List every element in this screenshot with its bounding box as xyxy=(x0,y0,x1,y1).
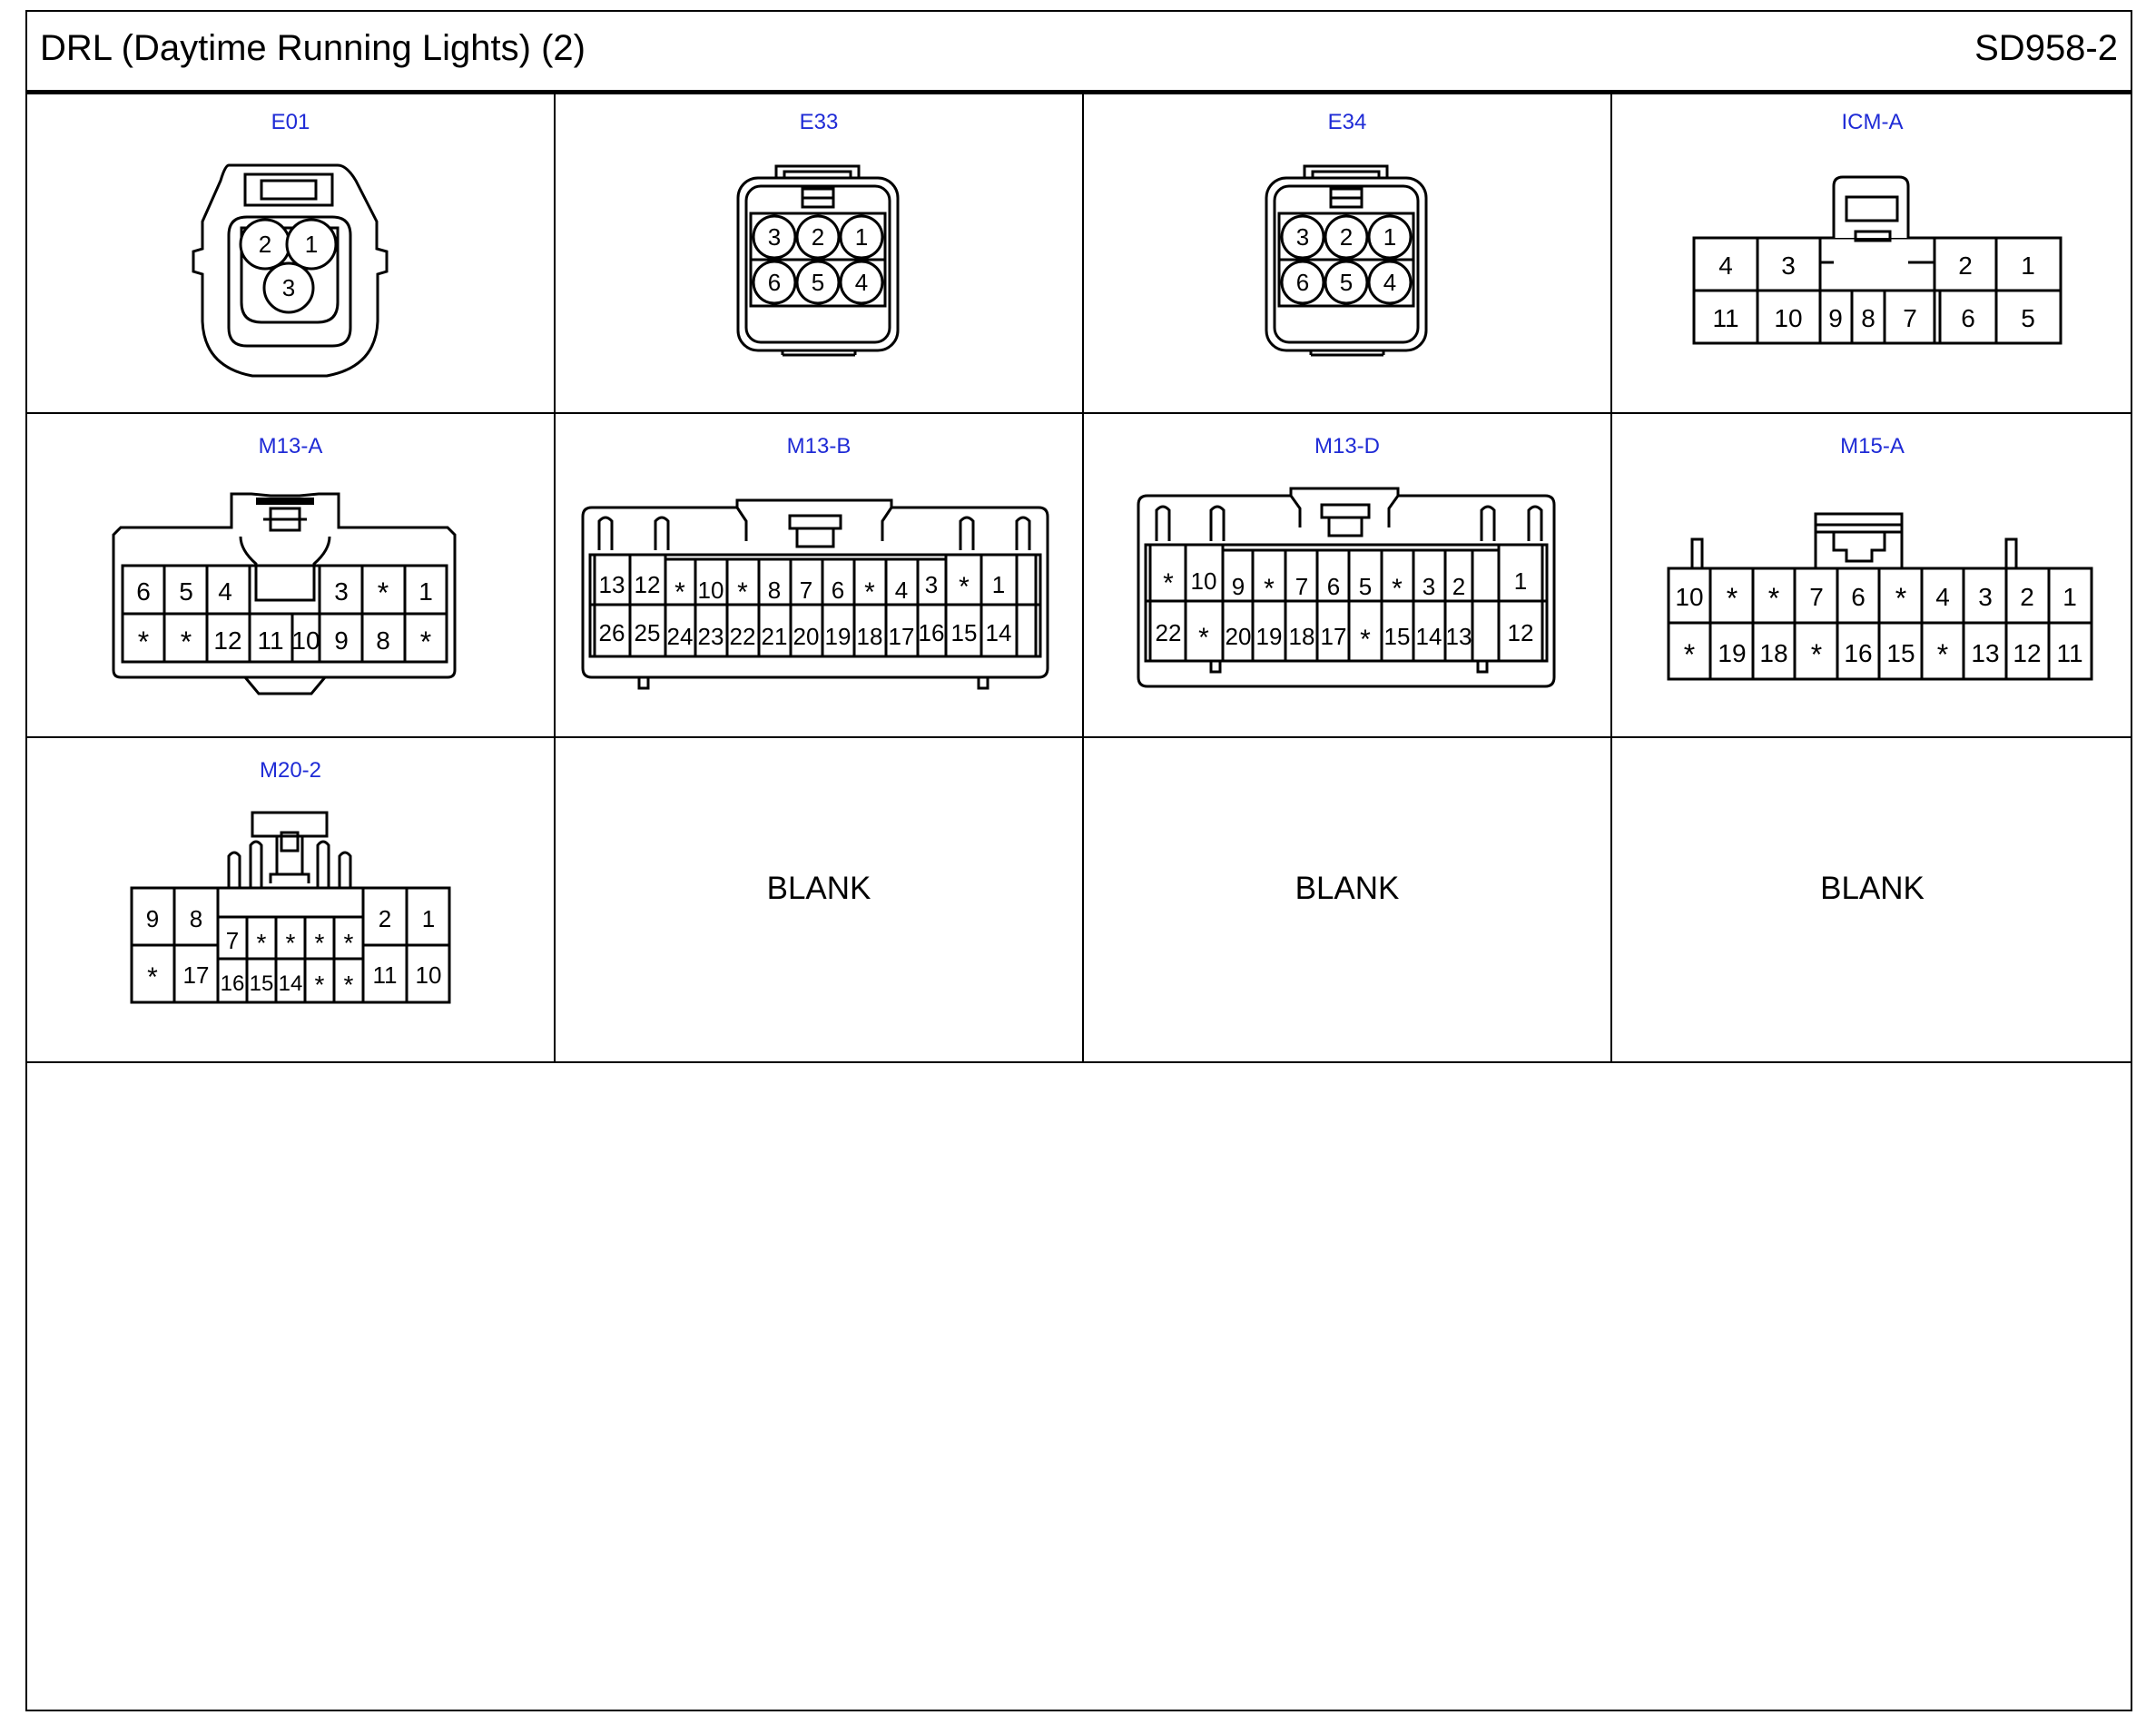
blank-cell xyxy=(1612,738,2132,1063)
pin-label: 7 xyxy=(799,577,813,604)
pin-label: 22 xyxy=(729,623,756,650)
sheet-title: DRL (Daytime Running Lights) (2) xyxy=(40,28,586,68)
pin-label: 21 xyxy=(761,623,788,650)
pin-label: * xyxy=(137,626,150,658)
pin-label: 14 xyxy=(985,619,1012,646)
connector-cell-icm-a xyxy=(1612,90,2132,414)
connector-drawing-m13-d xyxy=(1084,414,1610,736)
pin-label: 16 xyxy=(220,971,245,996)
connector-drawing-m13-a xyxy=(27,414,554,736)
blank-label: BLANK xyxy=(1295,871,1400,906)
pin-label: * xyxy=(1683,638,1696,671)
pin-label: 2 xyxy=(378,905,392,932)
pin-label: 2 xyxy=(258,231,272,258)
pin-label: * xyxy=(180,626,192,658)
pin-label: 18 xyxy=(1759,639,1788,667)
pin-label: * xyxy=(343,929,354,957)
pin-label: 7 xyxy=(1295,573,1309,600)
pin-label: * xyxy=(864,577,875,607)
pin-label: 3 xyxy=(1295,223,1310,251)
connector-label: M13-B xyxy=(786,434,852,458)
pin-label: 19 xyxy=(1718,639,1747,667)
connector-cell-m13-b xyxy=(556,414,1084,738)
connector-cell-m20-2 xyxy=(27,738,556,1063)
pin-label: 19 xyxy=(1255,623,1283,650)
pin-label: 1 xyxy=(304,231,319,258)
pin-label: 2 xyxy=(1452,573,1466,600)
pin-label: 11 xyxy=(2056,639,2083,667)
connector-label: M15-A xyxy=(1840,434,1905,458)
pin-label: 22 xyxy=(1155,619,1182,646)
pin-label: 26 xyxy=(598,619,625,646)
pin-label: 15 xyxy=(1383,623,1411,650)
pin-label: 5 xyxy=(1339,269,1354,296)
connector-cell-e01 xyxy=(27,90,556,414)
pin-label: 1 xyxy=(991,571,1006,598)
pin-label: * xyxy=(959,572,970,602)
pin-label: * xyxy=(256,929,267,957)
pin-label: 13 xyxy=(1971,639,2000,667)
pin-label: 17 xyxy=(182,961,210,989)
pin-label: 18 xyxy=(1288,623,1315,650)
pin-label: 4 xyxy=(218,577,232,606)
pin-label: 14 xyxy=(1415,623,1442,650)
pin-label: * xyxy=(1726,582,1738,615)
pin-label: 5 xyxy=(179,577,193,606)
pin-label: * xyxy=(314,929,325,957)
pin-label: 3 xyxy=(1422,573,1436,600)
pin-label: 6 xyxy=(1961,304,1975,332)
pin-label: * xyxy=(419,626,432,658)
connector-label: M13-A xyxy=(258,434,323,458)
pin-label: 8 xyxy=(376,626,390,655)
pin-label: 8 xyxy=(767,577,782,604)
pin-label: 11 xyxy=(1712,304,1739,332)
pin-label: 3 xyxy=(1781,251,1796,280)
pin-label: 16 xyxy=(918,619,945,646)
pin-label: 12 xyxy=(1507,619,1534,646)
pin-label: 1 xyxy=(1513,567,1528,595)
sheet-code: SD958-2 xyxy=(1974,28,2118,68)
pin-label: 5 xyxy=(811,269,825,296)
pin-label: 8 xyxy=(1861,304,1875,332)
connector-cell-m15-a xyxy=(1612,414,2132,738)
pin-label: * xyxy=(1936,638,1949,671)
pin-label: * xyxy=(1198,623,1209,653)
connector-drawing-e01 xyxy=(27,90,554,412)
pin-label: 7 xyxy=(1809,583,1824,611)
pin-label: 3 xyxy=(924,571,939,598)
pin-label: 2 xyxy=(811,223,825,251)
pin-label: 19 xyxy=(824,623,852,650)
pin-label: 6 xyxy=(1326,573,1341,600)
connector-drawing-m15-a xyxy=(1612,414,2132,736)
pin-label: 4 xyxy=(894,577,909,604)
connector-label: E01 xyxy=(271,110,310,134)
pin-label: 10 xyxy=(415,961,442,989)
connector-sheet xyxy=(25,10,2132,1711)
pin-label: 25 xyxy=(634,619,661,646)
connector-drawing-m20-2 xyxy=(27,738,554,1061)
blank-cell xyxy=(1084,738,1612,1063)
pin-label: 5 xyxy=(2021,304,2035,332)
pin-label: 12 xyxy=(634,571,661,598)
connector-label: ICM-A xyxy=(1841,110,1904,134)
pin-label: 15 xyxy=(1886,639,1915,667)
pin-label: 18 xyxy=(856,623,883,650)
pin-label: 10 xyxy=(1774,304,1803,332)
pin-label: 10 xyxy=(697,577,724,604)
pin-label: 4 xyxy=(1383,269,1397,296)
pin-label: 2 xyxy=(2020,583,2034,611)
pin-label: 10 xyxy=(291,626,320,655)
connector-drawing-icm-a xyxy=(1612,90,2132,412)
pin-label: 6 xyxy=(767,269,782,296)
pin-label: 7 xyxy=(225,927,240,954)
pin-label: 9 xyxy=(1828,304,1843,332)
connector-cell-m13-d xyxy=(1084,414,1612,738)
connector-cell-e34 xyxy=(1084,90,1612,414)
pin-label: 17 xyxy=(888,623,915,650)
pin-label: 3 xyxy=(334,577,349,606)
pin-label: * xyxy=(1392,574,1403,604)
pin-label: * xyxy=(147,962,158,992)
connector-drawing-e33 xyxy=(556,90,1082,412)
pin-label: 1 xyxy=(418,577,433,606)
pin-label: 5 xyxy=(1358,573,1373,600)
pin-label: 23 xyxy=(697,623,724,650)
pin-label: 13 xyxy=(598,571,625,598)
sheet-header xyxy=(27,12,2131,94)
pin-label: * xyxy=(1163,568,1174,598)
pin-label: * xyxy=(1264,574,1275,604)
pin-label: 3 xyxy=(767,223,782,251)
pin-label: 7 xyxy=(1903,304,1917,332)
pin-label: 9 xyxy=(145,905,160,932)
pin-label: 3 xyxy=(1978,583,1993,611)
pin-label: 20 xyxy=(793,623,820,650)
pin-label: 15 xyxy=(950,619,978,646)
pin-label: 6 xyxy=(136,577,151,606)
pin-label: 14 xyxy=(278,971,303,996)
pin-label: 12 xyxy=(213,626,242,655)
blank-label: BLANK xyxy=(1820,871,1925,906)
pin-label: * xyxy=(674,577,685,607)
connector-label: E34 xyxy=(1327,110,1367,134)
connector-cell-m13-a xyxy=(27,414,556,738)
connector-label: M13-D xyxy=(1314,434,1380,458)
connector-label: M20-2 xyxy=(259,758,322,783)
pin-label: * xyxy=(1895,582,1907,615)
pin-label: * xyxy=(343,971,354,999)
pin-label: 4 xyxy=(1718,251,1733,280)
pin-label: 6 xyxy=(831,577,845,604)
pin-label: 13 xyxy=(1445,623,1472,650)
pin-label: 2 xyxy=(1339,223,1354,251)
pin-label: 3 xyxy=(281,274,296,301)
pin-label: 1 xyxy=(2021,251,2035,280)
pin-label: 20 xyxy=(1225,623,1252,650)
blank-label: BLANK xyxy=(766,871,871,906)
pin-label: 8 xyxy=(189,905,203,932)
pin-label: 12 xyxy=(2013,639,2042,667)
connector-drawing-e34 xyxy=(1084,90,1610,412)
pin-label: 1 xyxy=(2062,583,2077,611)
blank-cell xyxy=(556,738,1084,1063)
pin-label: 6 xyxy=(1851,583,1866,611)
pin-label: 24 xyxy=(666,623,694,650)
pin-label: 11 xyxy=(257,626,284,655)
pin-label: 2 xyxy=(1958,251,1973,280)
pin-label: 1 xyxy=(854,223,869,251)
pin-label: 4 xyxy=(854,269,869,296)
pin-label: 9 xyxy=(1231,573,1245,600)
connector-cell-e33 xyxy=(556,90,1084,414)
connector-drawing-m13-b xyxy=(556,414,1082,736)
pin-label: * xyxy=(285,929,296,957)
pin-label: 1 xyxy=(1383,223,1397,251)
pin-label: * xyxy=(1767,582,1780,615)
pin-label: * xyxy=(377,577,389,609)
pin-label: * xyxy=(737,577,748,607)
pin-label: 1 xyxy=(421,905,436,932)
pin-label: 11 xyxy=(372,961,398,989)
pin-label: 6 xyxy=(1295,269,1310,296)
pin-label: * xyxy=(1810,638,1823,671)
pin-label: 17 xyxy=(1320,623,1347,650)
pin-label: 9 xyxy=(334,626,349,655)
pin-label: 10 xyxy=(1190,567,1217,595)
pin-label: * xyxy=(1360,625,1371,655)
pin-label: 15 xyxy=(249,971,274,996)
pin-label: 10 xyxy=(1675,583,1704,611)
pin-label: 4 xyxy=(1935,583,1950,611)
pin-label: * xyxy=(314,971,325,999)
connector-label: E33 xyxy=(799,110,839,134)
pin-label: 16 xyxy=(1844,639,1873,667)
